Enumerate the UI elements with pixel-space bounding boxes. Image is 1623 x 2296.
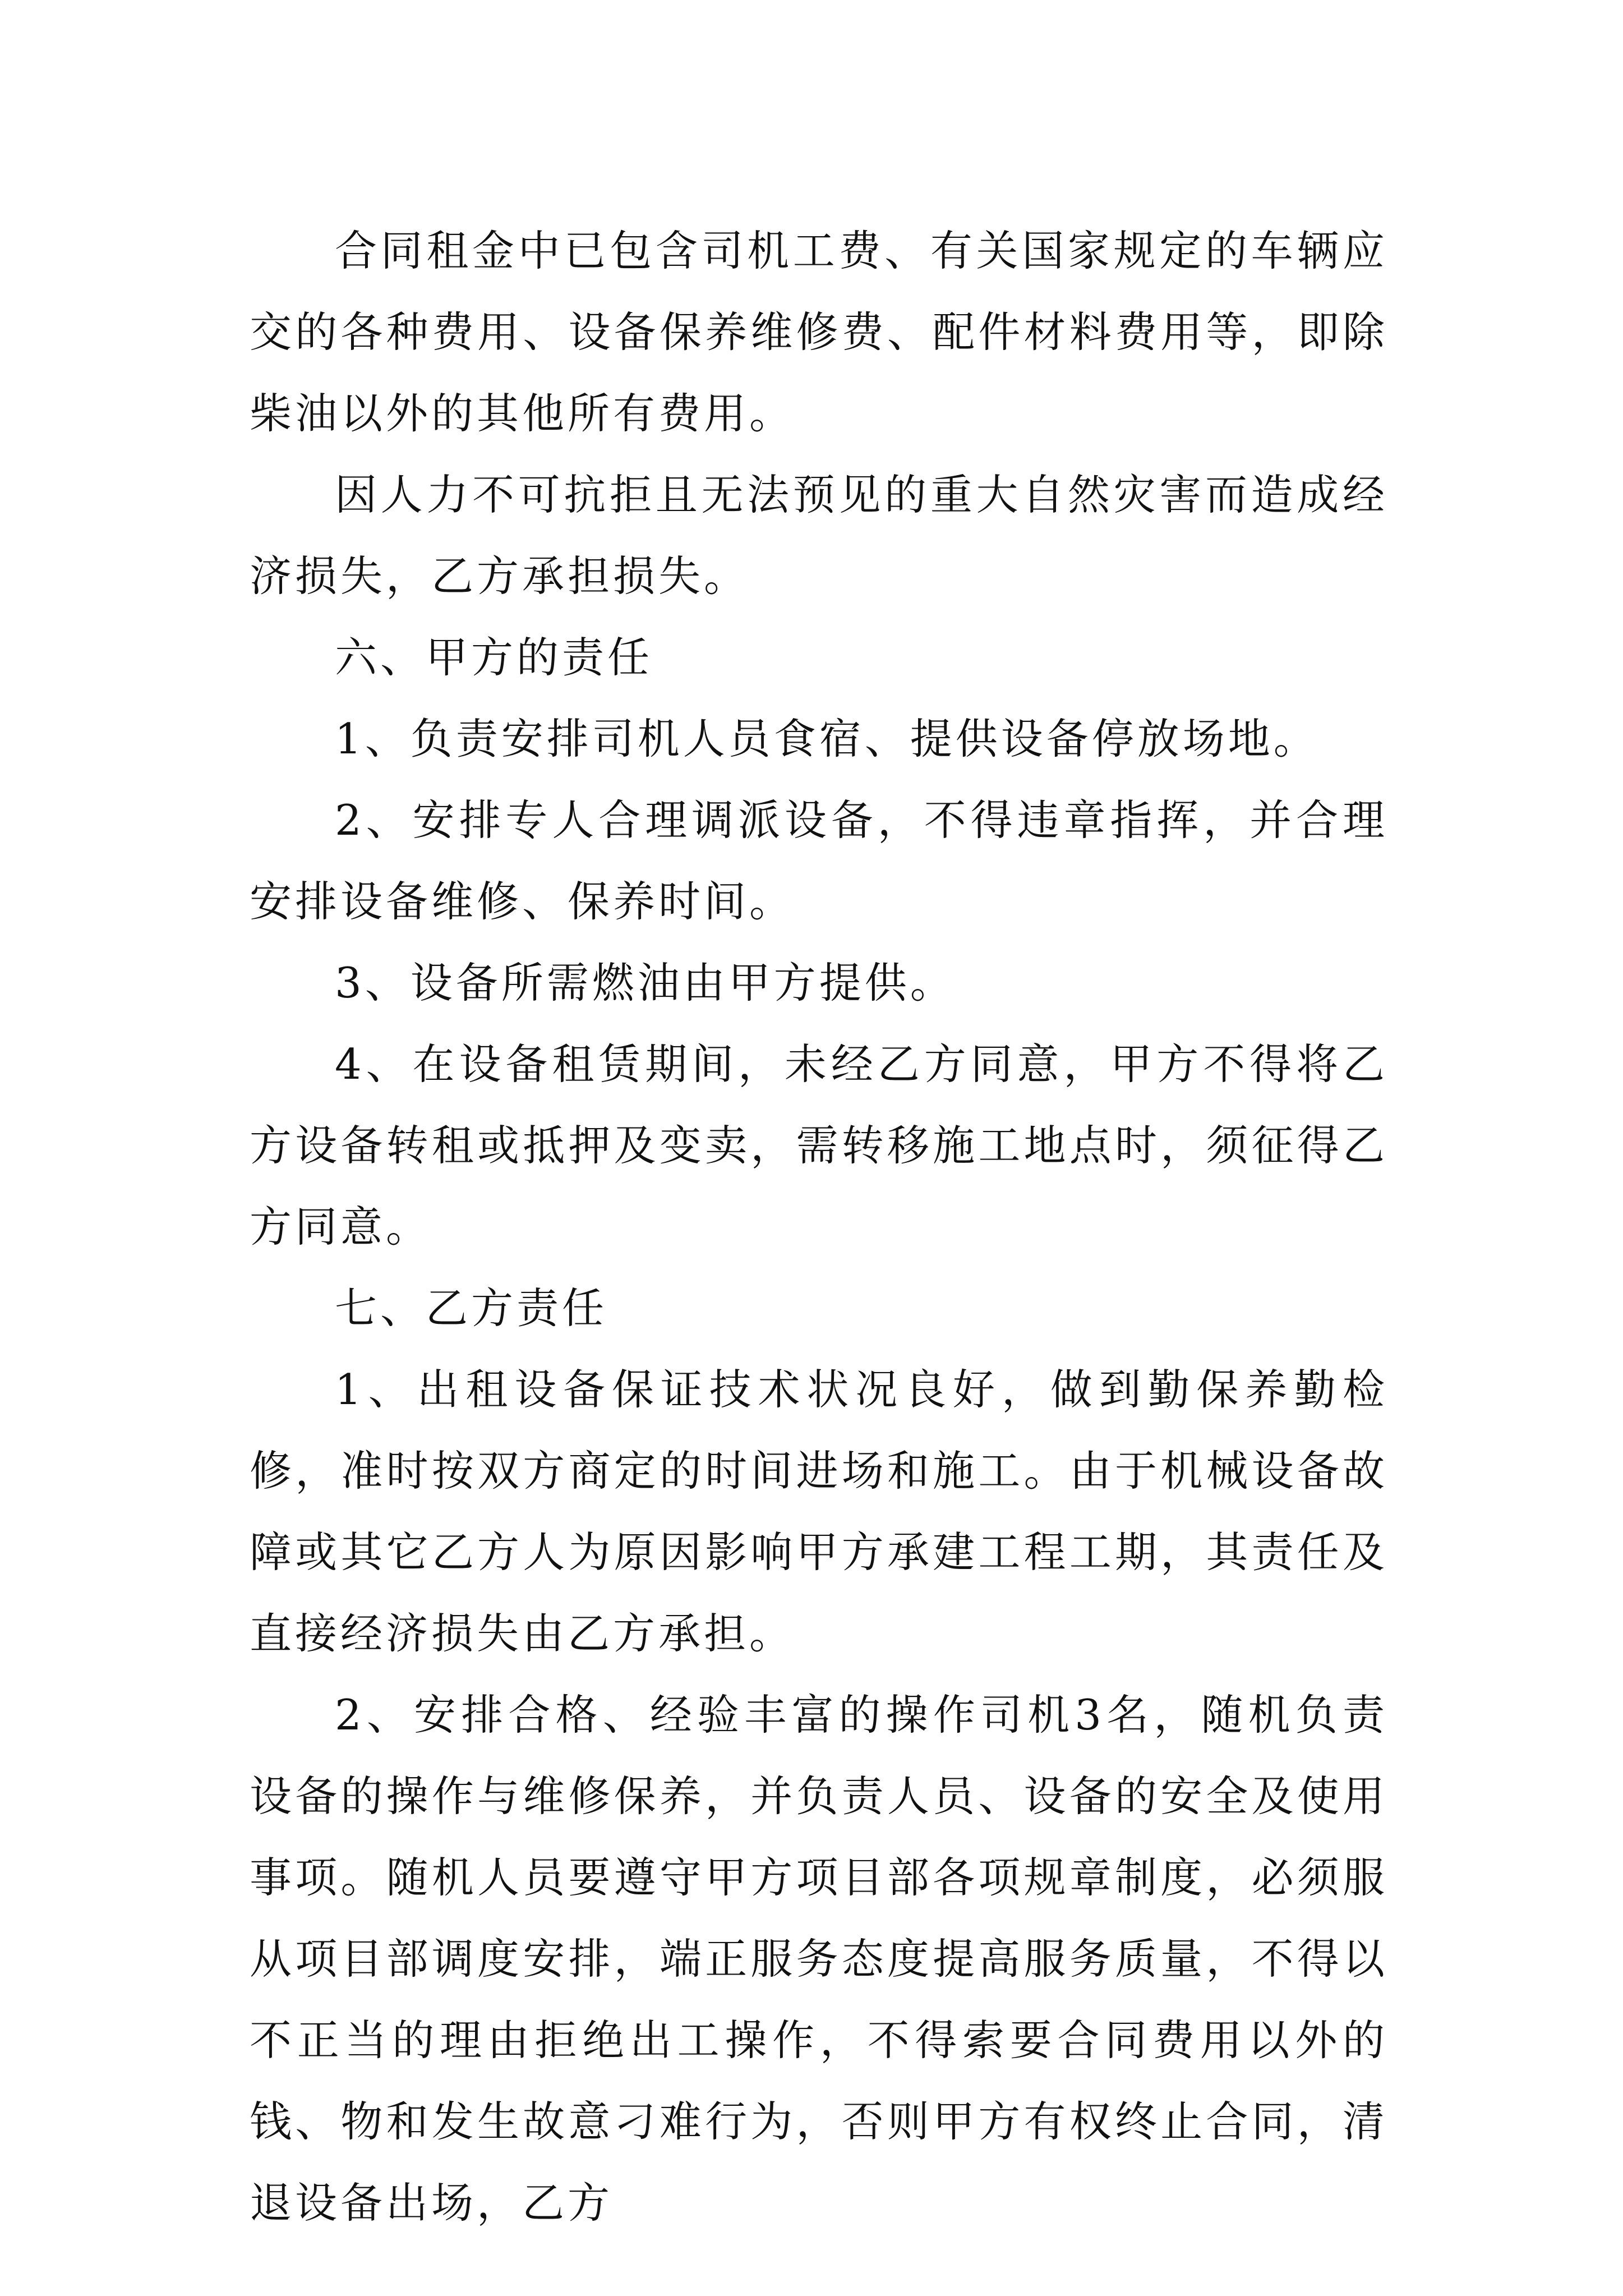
section-heading-party-a: 六、甲方的责任	[335, 633, 653, 682]
paragraph-party-b-item-2: 2、安排合格、经验丰富的操作司机3名，随机负责设备的操作与维修保养，并负责人员、设备的安全及使用事项。随机人员要遵守甲方项目部各项规章制度，必须服从项目部调度安排，端正服务态度提高服务质量，不得以不正当的理由拒绝出工操作，不得索要合同费用以外的钱、物和发生故意刁难行为，否则甲方有权终止合同，清退设备出场，乙方	[250, 1690, 1388, 2228]
section-heading-party-b: 七、乙方责任	[335, 1283, 608, 1333]
paragraph-party-a-item-3: 3、设备所需燃油由甲方提供。	[335, 958, 956, 1007]
paragraph-force-majeure: 因人力不可抗拒且无法预见的重大自然灾害而造成经济损失，乙方承担损失。	[250, 470, 1388, 601]
paragraph-party-a-item-2: 2、安排专人合理调派设备，不得违章指挥，并合理安排设备维修、保养时间。	[250, 795, 1388, 926]
paragraph-party-a-item-1: 1、负责安排司机人员食宿、提供设备停放场地。	[335, 714, 1319, 763]
paragraph-party-b-item-1: 1、出租设备保证技术状况良好，做到勤保养勤检修，准时按双方商定的时间进场和施工。由于机械设备故障或其它乙方人为原因影响甲方承建工程工期，其责任及直接经济损失由乙方承担。	[250, 1365, 1388, 1658]
paragraph-party-a-item-4: 4、在设备租赁期间，未经乙方同意，甲方不得将乙方设备转租或抵押及变卖，需转移施工地点时，须征得乙方同意。	[250, 1039, 1388, 1251]
paragraph-rent-includes: 合同租金中已包含司机工费、有关国家规定的车辆应交的各种费用、设备保养维修费、配件材料费用等，即除柴油以外的其他所有费用。	[250, 226, 1388, 438]
document-body	[250, 210, 1388, 2244]
